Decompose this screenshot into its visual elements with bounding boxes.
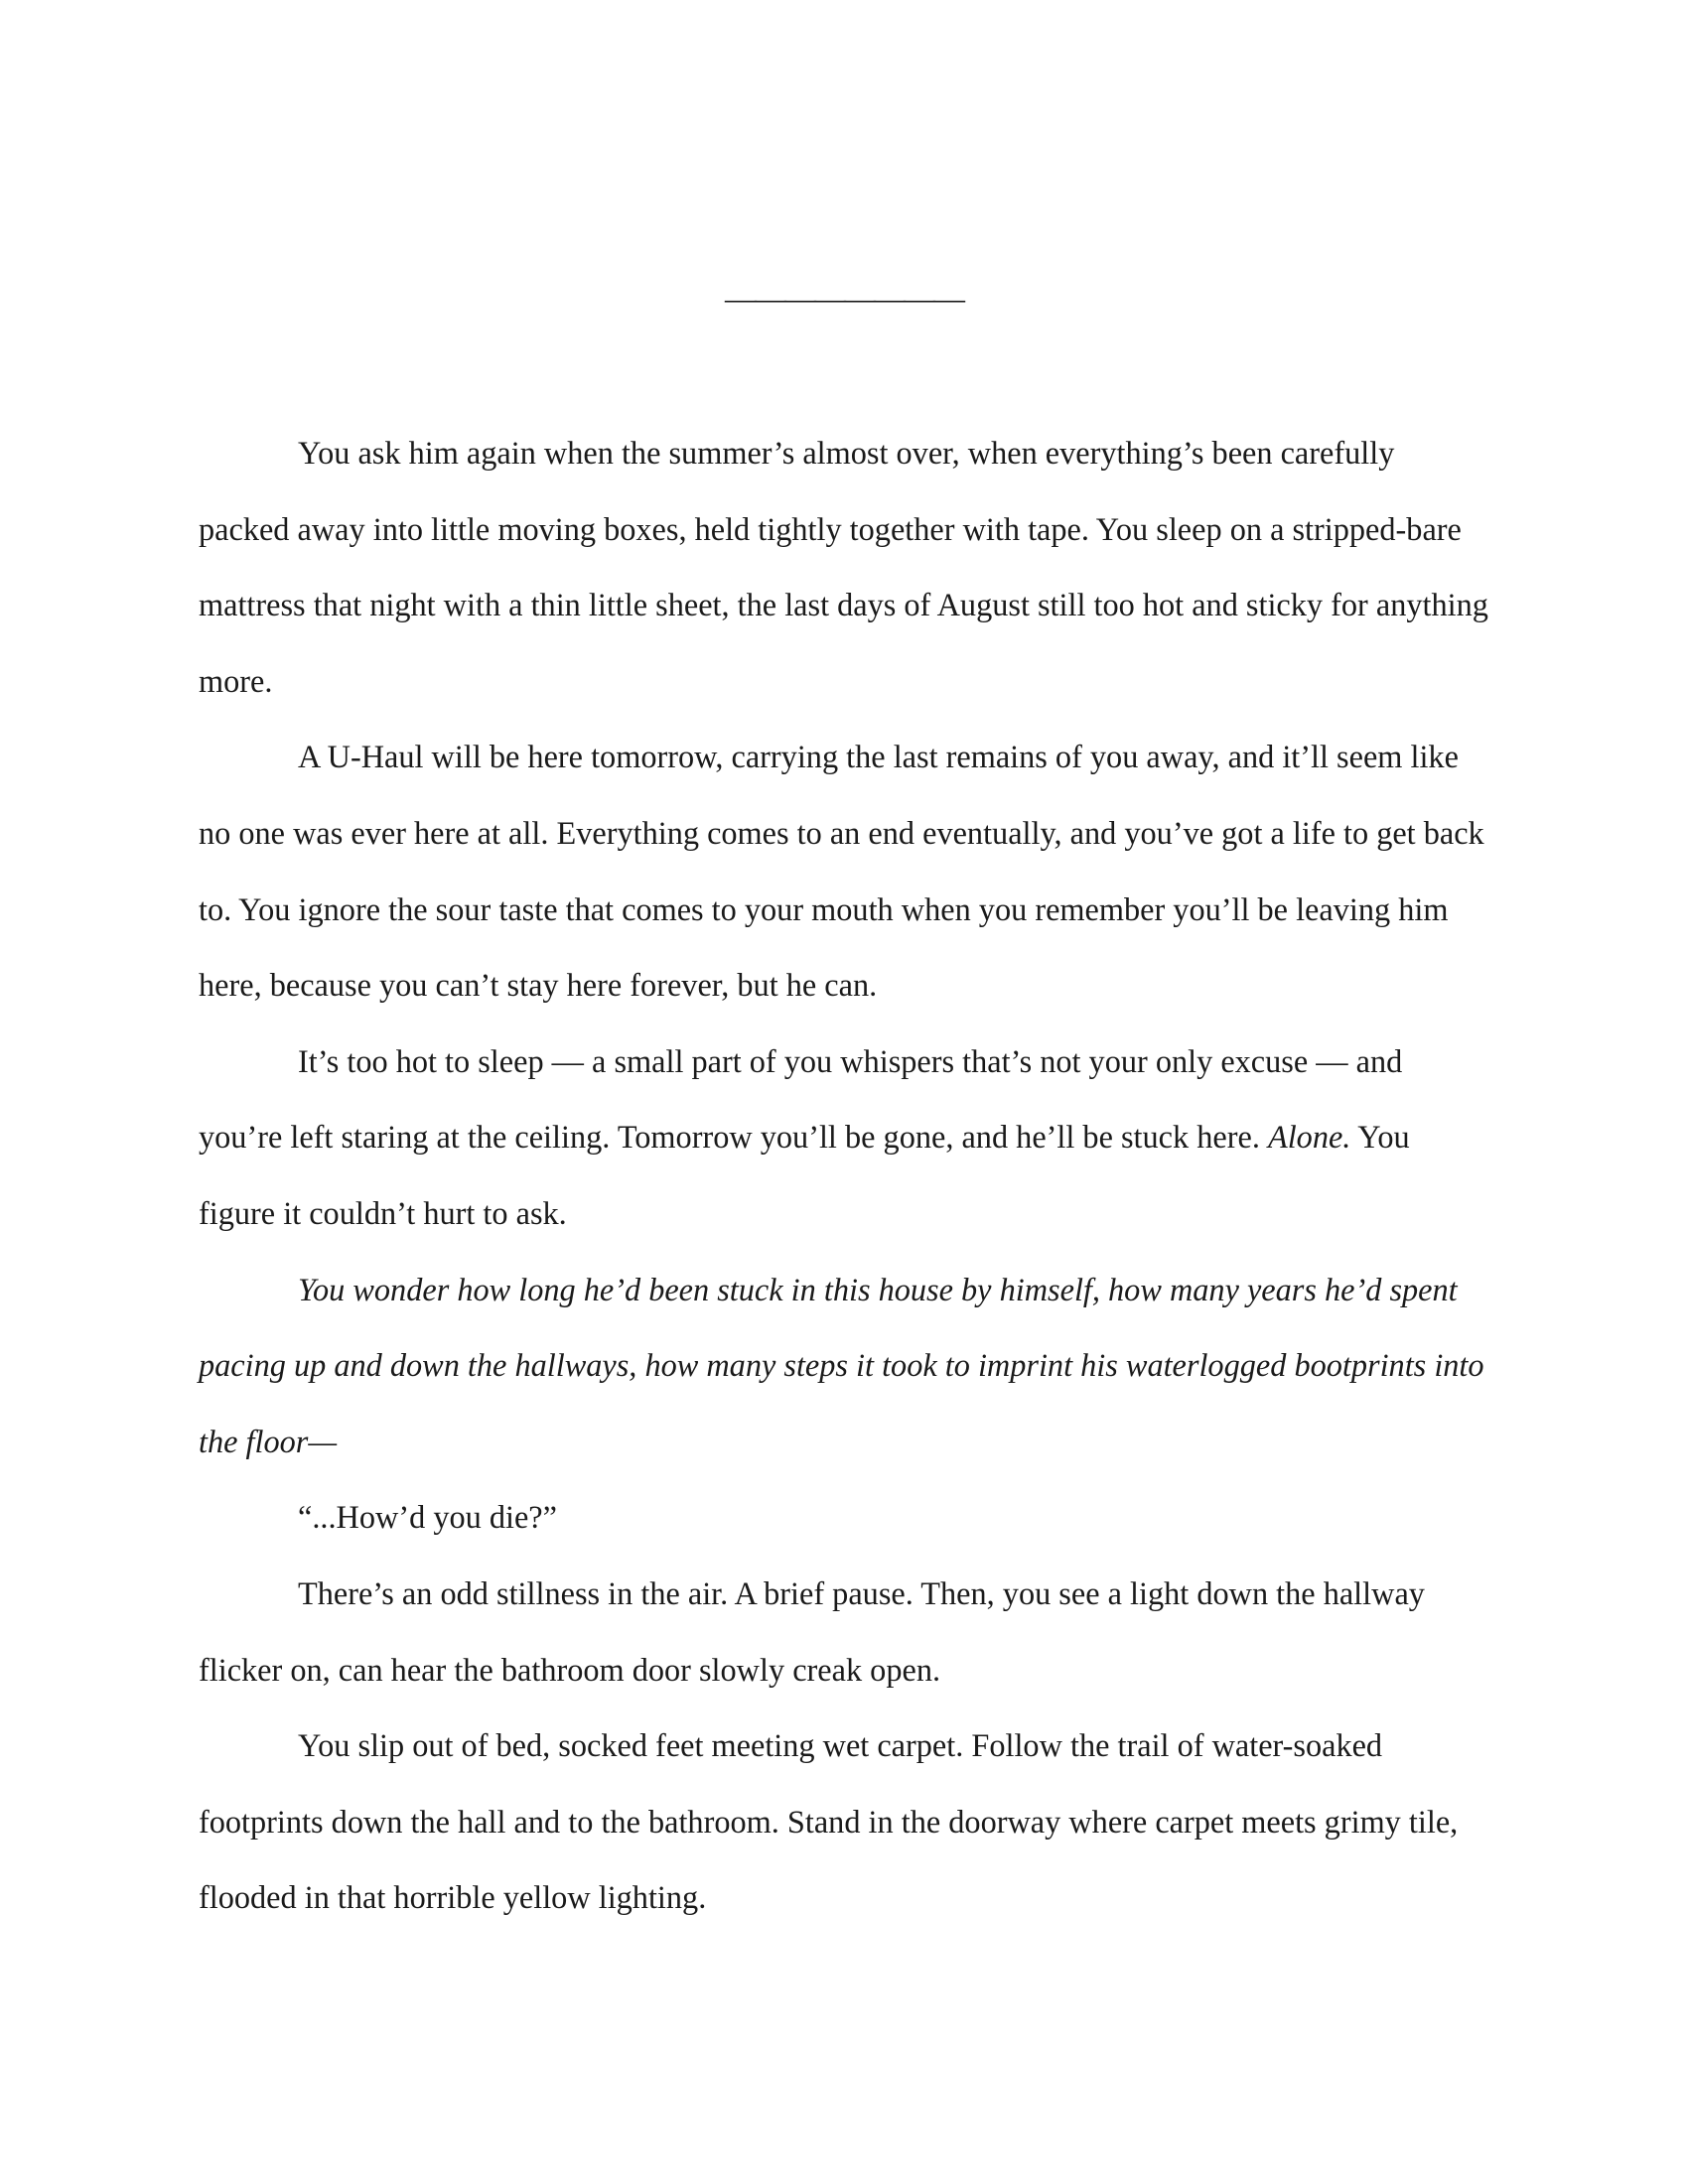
paragraph-3-after: You figure it couldn’t hurt to ask. (199, 1119, 1410, 1231)
paragraph-1: You ask him again when the summer’s almost over, when everything’s been carefully packed away into little moving boxes, held tightly together with tape. You sleep on a stripped-bare mattress that night with a thin little sheet, the last days of August still too hot and sticky for anything more. (199, 435, 1488, 699)
paragraph-5-dialogue: “...How’d you die?” (298, 1499, 557, 1536)
paragraph-3-before: It’s too hot to sleep — a small part of you whispers that’s not your only excuse — and you’re left staring at the ceiling. Tomorrow you’ll be gone, and he’ll be stuck here. (199, 1042, 1403, 1156)
story-body (199, 415, 1489, 1936)
section-break-line: ———————— (725, 280, 963, 316)
paragraph-7: You slip out of bed, socked feet meeting wet carpet. Follow the trail of water-soaked footprints down the hall and to the bathroom. Stand in the doorway where carpet meets grimy tile, flooded in that horrible yellow lighting. (199, 1727, 1459, 1916)
paragraph-2: A U-Haul will be here tomorrow, carrying the last remains of you away, and it’ll seem like no one was ever here at all. Everything comes to an end eventually, and you’ve got a life to get back to. You ignore the sour taste that comes to your mouth when you remember you’ll be leaving him here, because you can’t stay here forever, but he can. (199, 739, 1484, 1004)
paragraph-4-italic: You wonder how long he’d been stuck in this house by himself, how many years he’d spent pacing up and down the hallways, how many steps it took to imprint his waterlogged bootprints into the floor— (199, 1271, 1484, 1459)
paragraph-3 (199, 1024, 1489, 1252)
paragraph-6: There’s an odd stillness in the air. A brief pause. Then, you see a light down the hallway flicker on, can hear the bathroom door slowly creak open. (199, 1574, 1425, 1688)
paragraph-3-italic-word: Alone. (1267, 1119, 1351, 1156)
